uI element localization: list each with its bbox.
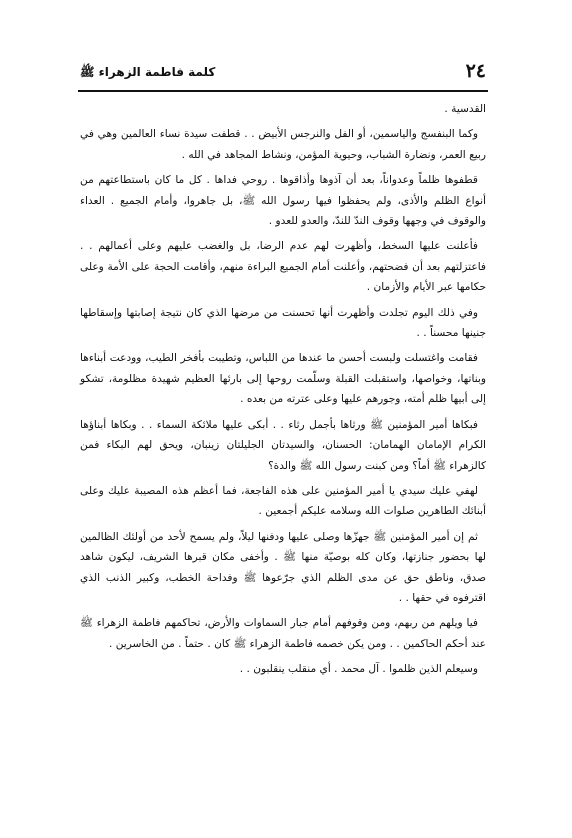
running-header: [80, 60, 486, 86]
paragraph: وسيعلم الذين ظلموا . آل محمد . أي منقلب ينقلبون . .: [239, 663, 478, 676]
paragraph: فأعلنت عليها السخط، وأظهرت لهم عدم الرضا، بل والغضب عليهم وعلى أعمالهم . . فاعتزلتهم بعد أن فضحتهم، وأعلنت أمام الجميع البراءة منهم، وأقامت الحجة على الأمة وعلى حكامها عبر الأيام والأزمان .: [80, 240, 486, 294]
paragraph: فبكاها أمير المؤمنين ﷺ ورثاها بأجمل رثاء . . أبكى عليها ملائكة السماء . . وبكاها أبناؤها الكرام الإمامان الهمامان: الحسنان، والسيدتان الجليلتان زينبان، ويحق لهم البكاء فمن كالزهراء ﷺ أماً؟ ومن كبنت رسول الله ﷺ والدة؟: [80, 418, 486, 472]
paragraph: فقامت واغتسلت ولبست أحسن ما عندها من اللباس، وتطيبت بأفخر الطيب، وودعت أبناءها وبناتها، وخواصها، واستقبلت القبلة وسلّمت روحها إلى بارئها العظيم شهيدة مظلومة، تشكو إلى أبيها ظلم أمته، وجورهم عليها وعلى عترته من بعده .: [80, 352, 486, 406]
book-title: كلمة فاطمة الزهراء ﷺ: [80, 65, 216, 79]
paragraph: ثم إن أمير المؤمنين ﷺ جهزّها وصلى عليها ودفنها ليلاً، ولم يسمح لأحد من أولئك الظالمين لها بحضور جنازتها، وكان كله بوصيّة منها ﷺ . وأخفى مكان قبرها الشريف، ليكون شاهد صدق، وناطق حق عن مدى الظلم الذي جرّعوها ﷺ وفداحة الخطب، وكبير الذنب الذي اقترفوه في حقها . .: [80, 530, 486, 604]
paragraph: وفي ذلك اليوم تجلدت وأظهرت أنها تحسنت من مرضها الذي كان نتيجة إصابتها وإسقاطها جنينها محسناً . .: [80, 306, 486, 340]
page-number: ٢٤: [465, 60, 486, 82]
paragraph: قطفوها ظلماً وعدواناً، بعد أن آذوها وأذاقوها . روحي فداها . كل ما كان باستطاعتهم من أنواع الظلم والأذى، ولم يحفظوا فيها رسول الله ﷺ، بل جاهروا، وأمام الجميع . العداء والوقوف في وجهها وقوف الندّ للندّ، والعدو للعدو .: [80, 174, 486, 228]
page-body: [80, 99, 486, 685]
paragraph: وكما البنفسج والياسمين، أو الفل والنرجس الأبيض . . قطفت سيدة نساء العالمين وهي في ربيع العمر، ونضارة الشباب، وحيوية المؤمن، ونشاط المجاهد في الله .: [80, 128, 486, 161]
paragraph: القدسية .: [444, 103, 486, 115]
header-divider: [78, 90, 488, 92]
paragraph: لهفي عليك سيدي يا أمير المؤمنين على هذه الفاجعة، فما أعظم هذه المصيبة عليك وعلى أبنائك الطاهرين صلوات الله وسلامه عليكم أجمعين .: [80, 484, 486, 518]
paragraph: فيا ويلهم من ربهم، ومن وقوفهم أمام جبار السماوات والأرض، تحاكمهم فاطمة الزهراء ﷺ عند أحكم الحاكمين . . ومن يكن خصمه فاطمة الزهراء ﷺ كان . حتماً . من الخاسرين .: [80, 617, 486, 650]
